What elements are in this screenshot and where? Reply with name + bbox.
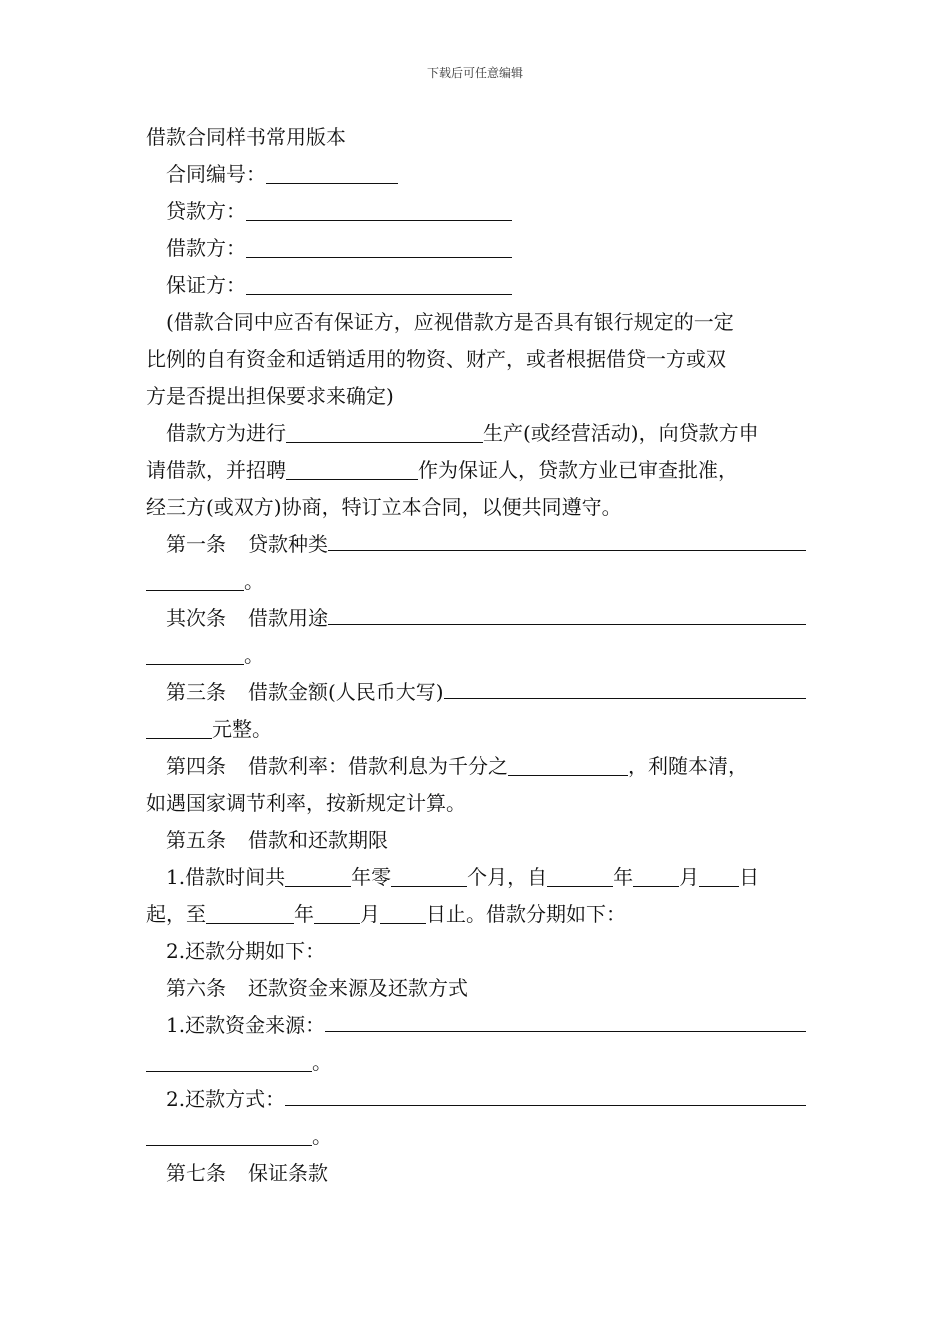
blank-line bbox=[328, 530, 806, 551]
article-1-cont: 。 bbox=[146, 563, 806, 600]
blank-line bbox=[206, 899, 294, 924]
borrower-field: 借款方： bbox=[146, 230, 806, 267]
article-3-cont: 元整。 bbox=[146, 711, 806, 748]
blank-line bbox=[391, 862, 467, 887]
article-4: 第四条 借款利率：借款利息为千分之 ，利随本清， bbox=[146, 748, 806, 785]
blank-line bbox=[328, 604, 806, 625]
article-3: 第三条 借款金额(人民币大写) bbox=[146, 674, 806, 711]
note-line: (借款合同中应否有保证方，应视借款方是否具有银行规定的一定 bbox=[166, 310, 734, 334]
intro-line: 借款方为进行 生产(或经营活动)，向贷款方申 bbox=[146, 415, 806, 452]
article-4-cont: 如遇国家调节利率，按新规定计算。 bbox=[146, 791, 466, 815]
article-5: 第五条 借款和还款期限 bbox=[166, 828, 388, 852]
blank-line bbox=[146, 640, 244, 665]
contract-number-field: 合同编号： bbox=[146, 156, 806, 193]
document-title: 借款合同样书常用版本 bbox=[146, 125, 346, 149]
article-6-item-1: 1.还款资金来源： bbox=[146, 1007, 806, 1044]
guarantor-field: 保证方： bbox=[146, 267, 806, 304]
blank-line bbox=[325, 1011, 806, 1032]
article-5-item-2: 2.还款分期如下： bbox=[166, 939, 326, 963]
article-5-item-1-cont: 起，至 年 月 日止。借款分期如下： bbox=[146, 896, 806, 933]
article-7: 第七条 保证条款 bbox=[166, 1161, 328, 1185]
article-2-cont: 。 bbox=[146, 637, 806, 674]
blank-line bbox=[380, 899, 426, 924]
blank-line bbox=[547, 862, 613, 887]
blank-line bbox=[314, 899, 360, 924]
article-5-item-1: 1.借款时间共 年零 个月，自 年 月 日 bbox=[146, 859, 806, 896]
blank-line bbox=[146, 714, 212, 739]
blank-line bbox=[508, 751, 628, 776]
article-6-item-1-cont: 。 bbox=[146, 1044, 806, 1081]
page-header: 下载后可任意编辑 bbox=[426, 66, 523, 80]
article-2: 其次条 借款用途 bbox=[146, 600, 806, 637]
blank-line bbox=[285, 1085, 806, 1106]
article-1: 第一条 贷款种类 bbox=[146, 526, 806, 563]
blank-line bbox=[246, 233, 512, 258]
blank-line bbox=[146, 566, 244, 591]
blank-line bbox=[286, 418, 483, 443]
blank-line bbox=[246, 270, 512, 295]
blank-line bbox=[633, 862, 679, 887]
blank-line bbox=[699, 862, 739, 887]
note-line: 方是否提出担保要求来确定) bbox=[146, 384, 394, 408]
blank-line bbox=[246, 196, 512, 221]
blank-line bbox=[266, 159, 398, 184]
note-line: 比例的自有资金和适销适用的物资、财产，或者根据借贷一方或双 bbox=[146, 347, 726, 371]
blank-line bbox=[286, 455, 418, 480]
intro-line: 经三方(或双方)协商，特订立本合同，以便共同遵守。 bbox=[146, 495, 622, 519]
document-body bbox=[146, 119, 806, 1192]
lender-field: 贷款方： bbox=[146, 193, 806, 230]
blank-line bbox=[146, 1047, 312, 1072]
blank-line bbox=[146, 1121, 312, 1146]
article-6-item-2: 2.还款方式： bbox=[146, 1081, 806, 1118]
article-6: 第六条 还款资金来源及还款方式 bbox=[166, 976, 468, 1000]
intro-line: 请借款，并招聘 作为保证人，贷款方业已审查批准， bbox=[146, 452, 806, 489]
blank-line bbox=[285, 862, 351, 887]
article-6-item-2-cont: 。 bbox=[146, 1118, 806, 1155]
blank-line bbox=[444, 678, 806, 699]
